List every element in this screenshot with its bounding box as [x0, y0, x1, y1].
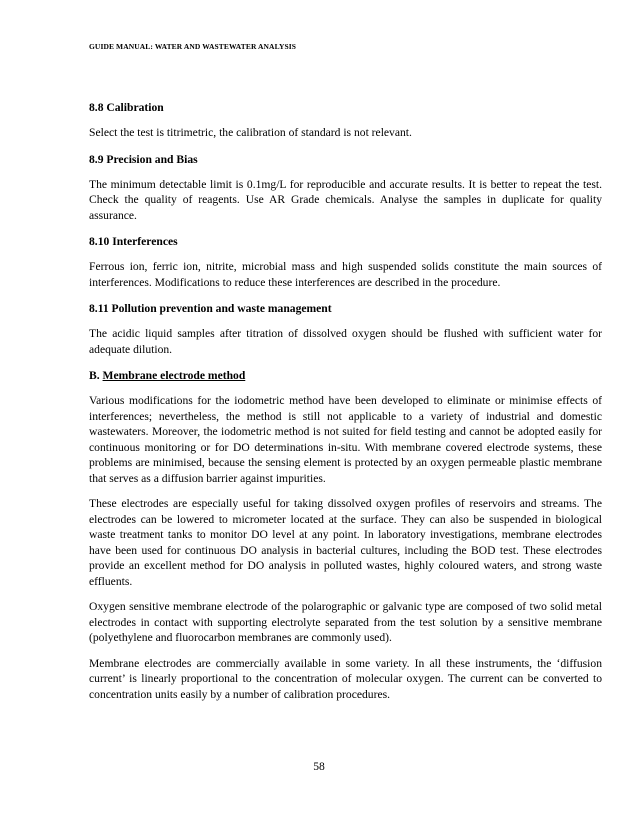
membrane-paragraph-4: Membrane electrodes are commercially available in some variety. In all these instruments, the ‘diffusion current’ is linearly proportional to the concentration of molecular oxygen. The current can be converted to concentration units easily by a number of calibration procedures. — [89, 656, 602, 701]
precision-paragraph: The minimum detectable limit is 0.1mg/L for reproducible and accurate results. It is better to repeat the test. Check the quality of reagents. Use AR Grade chemicals. Analyse the samples in duplicate for quality assurance. — [89, 177, 602, 222]
section-heading-pollution: 8.11 Pollution prevention and waste management — [89, 302, 332, 315]
pollution-paragraph: The acidic liquid samples after titration of dissolved oxygen should be flushed with sufficient water for adequate dilution. — [89, 327, 602, 356]
section-heading-membrane — [89, 367, 602, 384]
page-body — [89, 99, 602, 702]
running-header: GUIDE MANUAL: WATER AND WASTEWATER ANALYSIS — [89, 42, 297, 51]
membrane-heading-prefix: B. — [89, 369, 100, 382]
section-heading-interferences: 8.10 Interferences — [89, 235, 178, 248]
membrane-paragraph-1: Various modifications for the iodometric method have been developed to eliminate or minimise effects of interferences; nevertheless, the method is still not applicable to a variety of industrial and domestic wastewaters. Moreover, the iodometric method is not suited for field testing and cannot be adopted easily for continuous monitoring or for DO determinations in-situ. With membrane covered electrode systems, these problems are minimised, because the sensing element is protected by an oxygen permeable plastic membrane that serves as a diffusion barrier against impurities. — [89, 394, 602, 485]
page-number: 58 — [313, 760, 325, 773]
interferences-paragraph: Ferrous ion, ferric ion, nitrite, microbial mass and high suspended solids constitute the main sources of interferences. Modifications to reduce these interferences are described in the procedure. — [89, 260, 602, 289]
section-heading-calibration: 8.8 Calibration — [89, 101, 164, 114]
membrane-paragraph-2: These electrodes are especially useful for taking dissolved oxygen profiles of reservoirs and streams. The electrodes can be lowered to micrometer located at the surface. They can also be suspended in biological waste treatment tanks to monitor DO level at any point. In laboratory investigations, membrane electrodes have been used for continuous DO analysis in bacterial cultures, including the BOD test. These electrodes provide an excellent method for DO analysis in polluted wastes, highly coloured waters, and strong waste effluents. — [89, 497, 602, 588]
membrane-heading-title: Membrane electrode method — [102, 369, 246, 382]
membrane-paragraph-3: Oxygen sensitive membrane electrode of the polarographic or galvanic type are composed of two solid metal electrodes in contact with supporting electrolyte separated from the test solution by a sensitive membrane (polyethylene and fluorocarbon membranes are commonly used). — [89, 600, 602, 644]
section-heading-precision: 8.9 Precision and Bias — [89, 152, 198, 166]
calibration-paragraph: Select the test is titrimetric, the calibration of standard is not relevant. — [89, 126, 412, 139]
